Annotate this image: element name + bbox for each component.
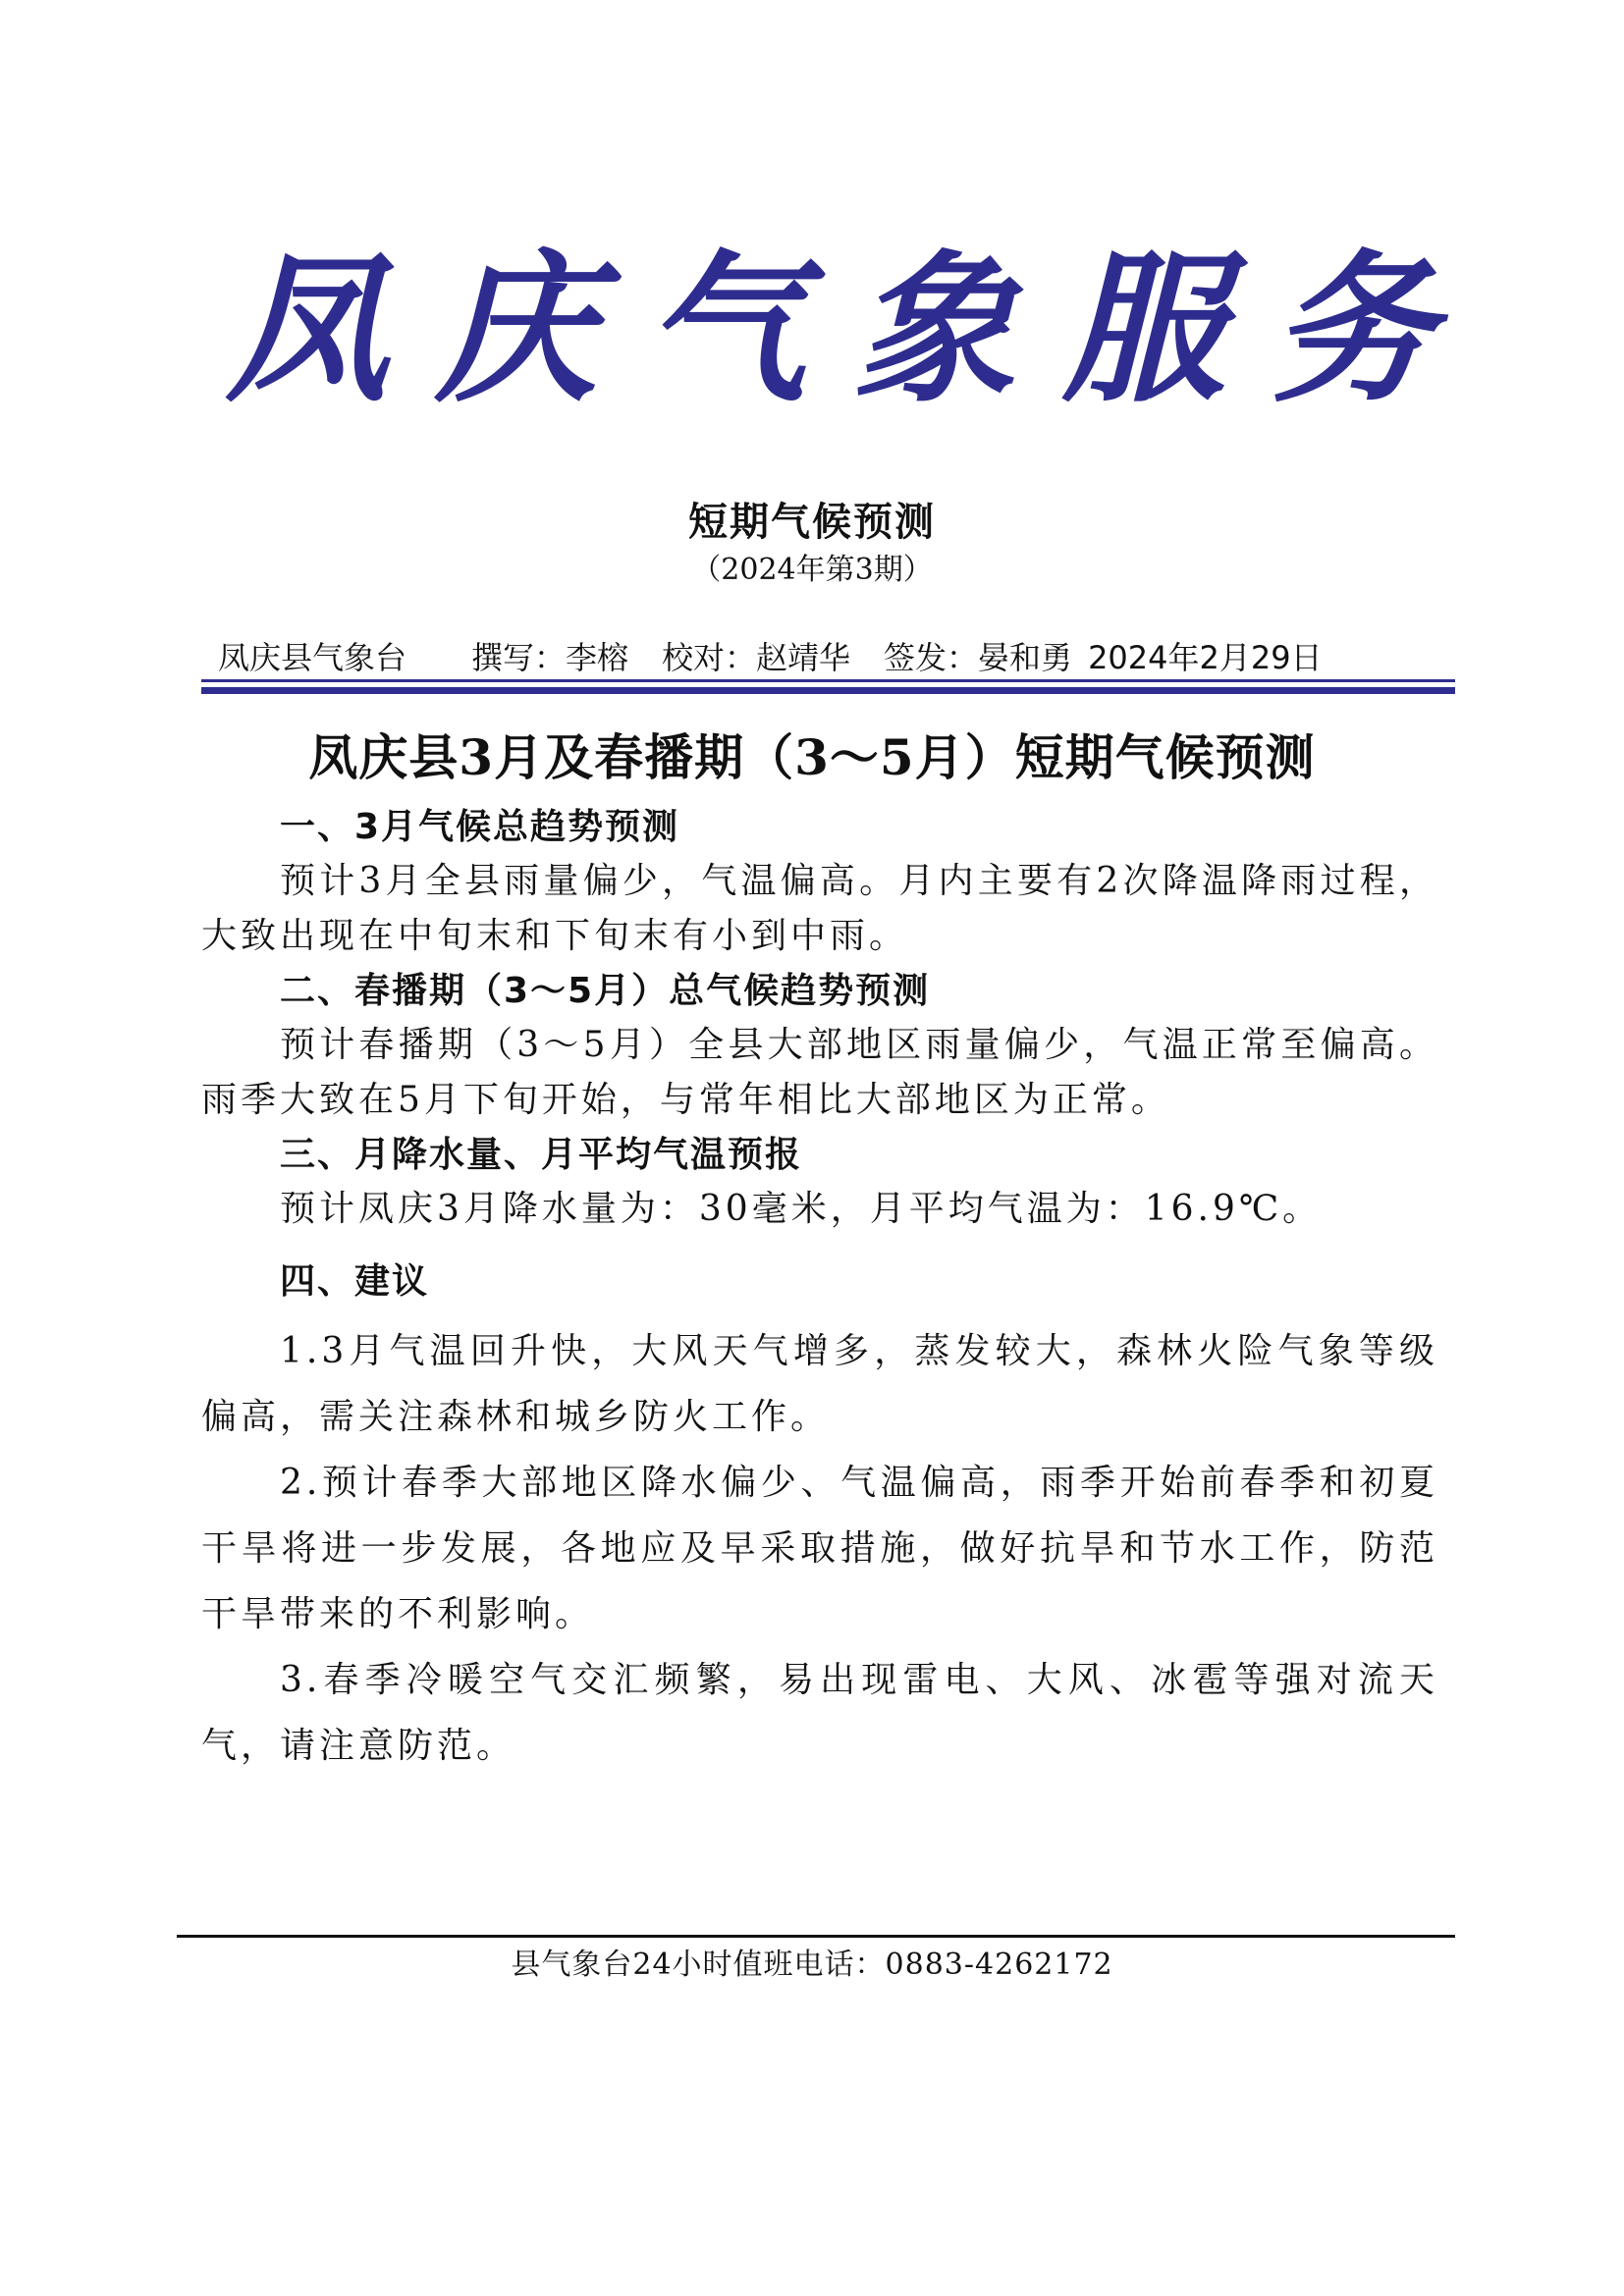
publication-subtitle: 短期气候预测 [688,499,936,545]
section-heading: 三、月降水量、月平均气温预报 [280,1135,803,1175]
section-heading: 二、春播期（3～5月）总气候趋势预测 [280,971,931,1011]
masthead-char: 气 [644,233,806,424]
info-line [218,633,1455,678]
masthead-char: 庆 [435,233,597,424]
header-divider-thick [201,687,1455,694]
suggestion-item: 1.3月气温回升快，大风天气增多，蒸发较大，森林火险气象等级偏高，需关注森林和城乡防火工作。 [201,1331,1438,1437]
document-title: 凤庆县3月及春播期（3～5月）短期气候预测 [308,728,1316,786]
masthead-title [226,231,1434,427]
document-body [201,800,1438,1779]
info-org: 凤庆县气象台 [218,639,407,676]
section-heading: 一、3月气候总趋势预测 [280,807,680,847]
masthead-char: 服 [1062,233,1224,424]
issue-number: （2024年第3期） [691,553,933,587]
section-paragraph: 预计3月全县雨量偏少，气温偏高。月内主要有2次降温降雨过程，大致出现在中旬末和下旬末有小到中雨。 [201,861,1438,956]
header-divider-thin [201,679,1455,682]
info-signer: 签发：晏和勇 [884,639,1073,676]
section-paragraph: 预计凤庆3月降水量为：30毫米，月平均气温为：16.9℃。 [280,1189,1323,1229]
section-heading: 四、建议 [280,1261,430,1302]
masthead-char: 象 [853,233,1015,424]
masthead-char: 务 [1272,233,1434,424]
masthead-char: 凤 [226,233,388,424]
section-paragraph: 预计春播期（3～5月）全县大部地区雨量偏少，气温正常至偏高。雨季大致在5月下旬开始，与常年相比大部地区为正常。 [201,1025,1438,1120]
suggestion-item: 2.预计春季大部地区降水偏少、气温偏高，雨季开始前春季和初夏干旱将进一步发展，各地应及早采取措施，做好抗旱和节水工作，防范干旱带来的不利影响。 [201,1463,1438,1634]
info-reviewer: 校对：赵靖华 [662,639,851,676]
info-date: 2024年2月29日 [1088,639,1323,676]
footer-hotline: 县气象台24小时值班电话：0883-4262172 [511,1948,1113,1982]
suggestion-item: 3.春季冷暖空气交汇频繁，易出现雷电、大风、冰雹等强对流天气，请注意防范。 [201,1660,1438,1766]
info-author: 撰写：李榕 [471,639,629,676]
footer-divider [177,1935,1455,1938]
